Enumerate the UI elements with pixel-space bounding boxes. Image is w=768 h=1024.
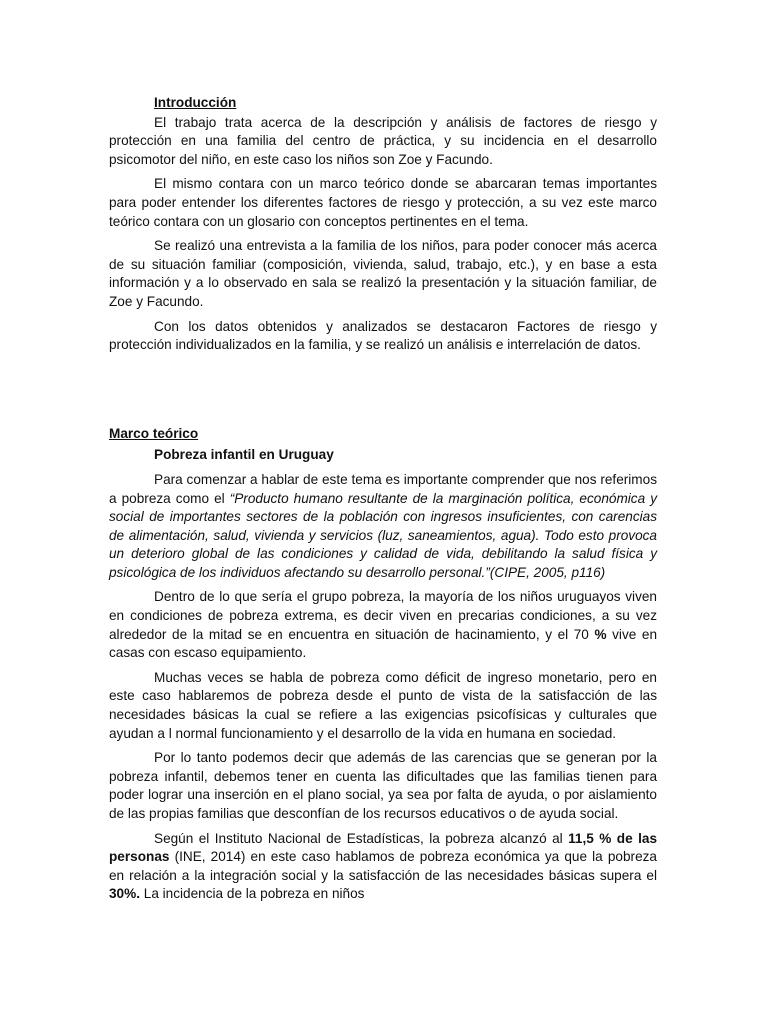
intro-paragraph-3: Se realizó una entrevista a la familia de los niños, para poder conocer más acerca de su situación familiar (composición, vivienda, salud, trabajo, etc.), y en base a esta información y a lo observado en sala se realizó la presentación y la situación familiar, de Zoe y Facundo. [109, 238, 657, 309]
intro-paragraph-1: El trabajo trata acerca de la descripción y análisis de factores de riesgo y protección en una familia del centro de práctica, y su incidencia en el desarrollo psicomotor del niño, en este caso los niños son Zoe y Facundo. [109, 114, 657, 167]
marco-paragraph-1 [109, 471, 657, 583]
marco-p2-after: vive en casas con escaso equipamiento. [109, 626, 657, 661]
marco-subheading: Pobreza infantil en Uruguay [154, 447, 334, 463]
marco-p1-text: Para comenzar a hablar de este tema es importante comprender que nos referimos a pobreza como el [109, 471, 657, 506]
marco-heading: Marco teórico [109, 425, 199, 441]
marco-p5-e: La incidencia de la pobreza en niños [139, 886, 365, 902]
marco-p2-percent: % [594, 626, 607, 642]
marco-p5-a: Según el Instituto Nacional de Estadísticas, la pobreza alcanzó al [154, 830, 569, 846]
marco-p5-d: 30%. [109, 886, 140, 902]
marco-paragraph-3: Muchas veces se habla de pobreza como déficit de ingreso monetario, pero en este caso hablaremos de pobreza desde el punto de vista de la satisfacción de las necesidades básicas la cual se refiere a las exigencias psicofísicas y culturales que ayudan a l normal funcionamiento y el desarrollo de la vida en humana en sociedad. [109, 669, 657, 741]
marco-paragraph-2 [109, 588, 657, 662]
marco-paragraph-4: Por lo tanto podemos decir que además de las carencias que se generan por la pobreza infantil, debemos tener en cuenta las dificultades que las familias tienen para poder lograr una inserción en el plano social, ya sea por falta de ayuda, o por aislamiento de las propias familias que desconfían de los recursos educativos o de ayuda social. [109, 750, 657, 821]
marco-p5-c: (INE, 2014) en este caso hablamos de pobreza económica ya que la pobreza en relación a la integración social y la satisfacción de las necesidades básicas supera el [109, 849, 657, 883]
marco-p5-b: 11,5 % de las personas [109, 830, 658, 865]
marco-p2-before: Dentro de lo que sería el grupo pobreza, la mayoría de los niños uruguayos viven en condiciones de pobreza extrema, es decir viven en precarias condiciones, a su vez alrededor de la mitad se en encuentra en situación de hacinamiento, y el 70 [109, 589, 657, 642]
intro-heading: Introducción [154, 95, 237, 110]
intro-paragraph-4: Con los datos obtenidos y analizados se destacaron Factores de riesgo y protección individualizados en la familia, y se realizó un análisis e interrelación de datos. [109, 318, 657, 353]
section-spacer [109, 361, 657, 425]
marco-paragraph-5 [109, 830, 657, 904]
marco-p1-quote: “Producto humano resultante de la marginación política, económica y social de importantes sectores de la población con ingresos insuficientes, con carencias de alimentación, salud, vivienda y servicios (luz, saneamientos, agua). Todo esto provoca un deterioro global de las condiciones y calidad de vida, debilitando la salud física y psicológica de los individuos afectando su desarrollo personal.”(CIPE, 2005, p116) [109, 490, 657, 580]
intro-paragraph-2: El mismo contara con un marco teórico donde se abarcaran temas importantes para poder entender los diferentes factores de riesgo y protección, a su vez este marco teórico contara con un glosario con conceptos pertinentes en el tema. [109, 176, 657, 229]
